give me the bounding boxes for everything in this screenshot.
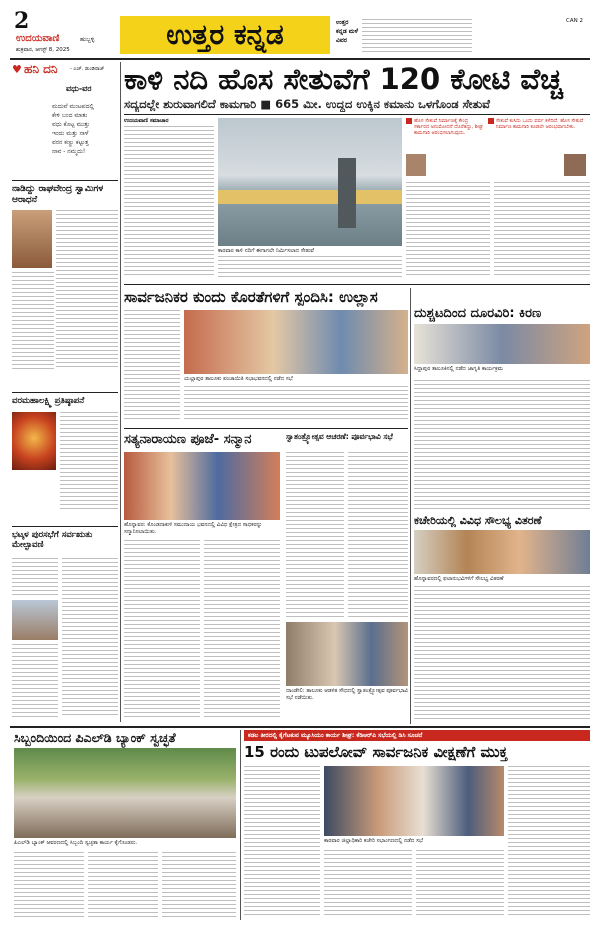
satya-body-1 bbox=[124, 540, 200, 720]
brand-author: - ಎಚ್. ಡುಂಡಿರಾಜ್ bbox=[70, 66, 105, 72]
story-bhatkal-body-2 bbox=[62, 558, 118, 718]
masthead bbox=[0, 0, 600, 58]
divider bbox=[124, 114, 590, 115]
independence-body-2 bbox=[348, 452, 408, 618]
independence-photo bbox=[286, 622, 408, 686]
lakshmi-photo bbox=[12, 412, 56, 470]
divider bbox=[12, 180, 118, 181]
urvi-photo-caption: ಯಲ್ಲಾಪುರ ತಾಲೂಕು ಪಂಚಾಯಿತಿ ಸಭಾಭವನದಲ್ಲಿ ನಡೆದ ಸಭೆ bbox=[184, 376, 293, 382]
poem-line: ಮದುವೆ ಮಂಟಪದಲ್ಲಿ bbox=[52, 103, 95, 110]
tupolev-body-4 bbox=[508, 766, 590, 916]
story-varamahalakshmi-title: ವರಮಹಾಲಕ್ಷ್ಮಿ ಪ್ರತಿಷ್ಠಾಪನೆ bbox=[12, 396, 85, 406]
satya-body-2 bbox=[204, 540, 280, 720]
poem-body bbox=[52, 102, 118, 156]
lead-body-col1 bbox=[124, 126, 214, 278]
story-raghavendra-body bbox=[56, 210, 118, 370]
left-column-rule bbox=[120, 62, 121, 722]
masthead-rule bbox=[10, 58, 590, 60]
tupolev-photo bbox=[324, 766, 504, 836]
story-varamahalakshmi-body bbox=[60, 412, 118, 512]
kiran-photo bbox=[414, 324, 590, 364]
divider bbox=[124, 284, 590, 285]
tupolev-body-1 bbox=[244, 766, 320, 916]
date-line: ಶುಕ್ರವಾರ, ಆಗಸ್ಟ್ 8, 2025 bbox=[16, 47, 70, 53]
bridge-pillar bbox=[338, 158, 356, 228]
urvi-headline: ಸಾರ್ವಜನಿಕರ ಕುಂದು ಕೊರತೆಗಳಿಗೆ ಸ್ಪಂದಿಸಿ: ಉಲ್ಲಾಸ bbox=[124, 288, 378, 306]
divider bbox=[12, 392, 118, 393]
satya-headline: ಸತ್ಯನಾರಾಯಣ ಪೂಜೆ- ಸನ್ಮಾನ bbox=[124, 432, 252, 447]
lead-subhead: ಸದ್ಯದಲ್ಲೇ ಶುರುವಾಗಲಿದೆ ಕಾಮಗಾರಿ ■ 665 ಮೀ. ಉದ್ದದ ಉಕ್ಕಿನ ಕಮಾನು ಒಳಗೊಂಡ ಸೇತುವೆ bbox=[124, 97, 491, 111]
tupolev-headline: 15 ರಂದು ಟುಪಲೋವ್ ಸಾರ್ವಜನಿಕ ವೀಕ್ಷಣೆಗೆ ಮುಕ್ತ bbox=[244, 743, 508, 761]
lead-body-col4 bbox=[494, 182, 590, 278]
rain-label: ಉತ್ತರ ಕನ್ನಡ ಮಳೆ ವಿವರ bbox=[336, 19, 358, 44]
poem-title: ವಧು-ವರ bbox=[66, 84, 92, 93]
official-photo-1 bbox=[406, 154, 426, 176]
bhandan-body bbox=[414, 586, 590, 720]
bridge-photo bbox=[218, 118, 402, 246]
poem-line: ವಧು ಕೊಟ್ಟ ಮುತ್ತು bbox=[52, 121, 90, 128]
brand-box bbox=[12, 62, 118, 78]
bhandan-photo bbox=[414, 530, 590, 574]
quote-box-2 bbox=[488, 118, 590, 178]
tupolev-photo-caption: ಕಾರವಾರ ಜಿಲ್ಲಾಧಿಕಾರಿ ಕಚೇರಿ ಸಭಾಂಗಣದಲ್ಲಿ ನಡೆದ ಸಭೆ bbox=[324, 838, 423, 844]
pld-bank-caption: ಪಿಎಲ್‌ಡಿ ಬ್ಯಾಂಕ್ ಆವರಣದಲ್ಲಿ ಸಿಬ್ಬಂದಿ ಸ್ವಚ್ಛತಾ ಕಾರ್ಯ ಕೈಗೊಂಡರು. bbox=[14, 840, 138, 846]
divider bbox=[124, 428, 408, 429]
story-raghavendra-body-2 bbox=[12, 272, 54, 370]
bhandan-headline: ಕಚೇರಿಯಲ್ಲಿ ವಿವಿಧ ಸೌಲಭ್ಯ ವಿತರಣೆ bbox=[414, 514, 542, 527]
satya-photo-caption: ಹೊನ್ನಾವರ: ಕೊಂಡದಾಕುಳಿ ಸಮುದಾಯ ಭವನದಲ್ಲಿ ವಿವಿಧ ಕ್ಷೇತ್ರದ ಸಾಧಕರನ್ನು ಸನ್ಮಾನಿಸಲಾಯಿತು. bbox=[124, 522, 263, 535]
story-bhatkal-body bbox=[12, 558, 58, 598]
bridge-photo-caption: ಕಾರವಾರ ಕಾಳಿ ನದಿಗೆ ಈಗಾಗಲೇ ನಿರ್ಮಿಸಲಾದ ಸೇತುವೆ bbox=[218, 248, 314, 254]
quote-text-1: ಹೊಸ ಸೇತುವೆ ನಿರ್ಮಾಣಕ್ಕೆ ಕೇಂದ್ರ ಸರ್ಕಾರದ ಅನುಮೋದನೆ ದೊರೆತಿದ್ದು, ಶೀಘ್ರ ಕಾಮಗಾರಿ ಆರಂಭಿಸಲಾಗುವುದು. bbox=[414, 118, 483, 136]
pld-bank-headline: ಸಿಬ್ಬಂದಿಯಿಂದ ಪಿಎಲ್‌ಡಿ ಬ್ಯಾಂಕ್ ಸ್ವಚ್ಛತೆ bbox=[14, 730, 176, 745]
pld-bank-body-2 bbox=[88, 852, 158, 918]
tupolev-kicker bbox=[244, 730, 590, 741]
section-rule bbox=[10, 726, 590, 728]
pld-bank-body-3 bbox=[162, 852, 236, 918]
story-bhatkal-title: ಭಟ್ಕಳ ಪುರಸಭೆಗೆ ಸರ್ವಋತು ಮೇಲ್ಛಾವಣಿ bbox=[12, 530, 93, 550]
rain-details bbox=[362, 19, 472, 53]
lead-body-col2 bbox=[218, 256, 402, 278]
quote-mark-icon bbox=[406, 118, 412, 124]
tupolev-body-2 bbox=[324, 850, 412, 916]
poem-line: ಕೇಳಿ ಬಂದ ಮಾತು bbox=[52, 112, 88, 119]
story-bhatkal-body-3 bbox=[12, 644, 58, 718]
independence-photo-caption: ದಾಂಡೇಲಿ: ತಾಲೂಕು ಆಡಳಿತ ಸೌಧದಲ್ಲಿ ಸ್ವಾತಂತ್ರ್ಯೋತ್ಸವ ಪೂರ್ವಭಾವಿ ಸಭೆ ನಡೆಯಿತು. bbox=[286, 688, 408, 701]
bottom-rule bbox=[240, 730, 241, 920]
tupolev-body-3 bbox=[416, 850, 504, 916]
urvi-body-1 bbox=[124, 310, 180, 420]
quote-mark-icon bbox=[488, 118, 494, 124]
lead-headline: ಕಾಳಿ ನದಿ ಹೊಸ ಸೇತುವೆಗೆ 120 ಕೋಟಿ ವೆಚ್ಚ bbox=[124, 62, 563, 96]
section-title-banner bbox=[120, 16, 330, 54]
independence-headline: ಸ್ವಾತಂತ್ರ್ಯೋತ್ಸವ ಆಚರಣೆ: ಪೂರ್ವಭಾವಿ ಸಭೆ bbox=[286, 432, 393, 441]
pld-bank-body-1 bbox=[14, 852, 84, 918]
urvi-photo bbox=[184, 310, 408, 374]
kiran-photo-caption: ಸಿದ್ದಾಪುರ ತಾಲೂಕಿನಲ್ಲಿ ನಡೆದ ಜಾಗೃತಿ ಕಾರ್ಯಕ್ರಮ bbox=[414, 366, 503, 372]
kiran-headline: ದುಶ್ಚಟದಿಂದ ದೂರವಿರಿ: ಕಿರಣ bbox=[414, 306, 542, 321]
kiran-body bbox=[414, 380, 590, 510]
pld-bank-photo bbox=[14, 748, 236, 838]
lead-body-col3 bbox=[406, 182, 490, 278]
official-photo-2 bbox=[564, 154, 586, 176]
poem-line: ನಾವ - ನಮ್ಮದು! bbox=[52, 148, 86, 155]
heart-icon: ♥ bbox=[12, 63, 22, 76]
story-raghavendra-title: ನಾಡಿದ್ದು ರಾಘವೇಂದ್ರ ಸ್ವಾಮಿಗಳ ಆರಾಧನೆ bbox=[12, 184, 104, 205]
building-photo bbox=[12, 600, 58, 640]
can-label: CAN 2 bbox=[566, 18, 583, 24]
section-title: ಉತ್ತರ ಕನ್ನಡ bbox=[166, 18, 284, 51]
edition-label: ಹುಬ್ಬಳ್ಳಿ bbox=[80, 36, 95, 43]
quote-box-1 bbox=[406, 118, 484, 178]
swamiji-photo bbox=[12, 210, 52, 268]
urvi-body-2 bbox=[184, 386, 408, 420]
satya-photo bbox=[124, 452, 280, 520]
divider bbox=[12, 526, 118, 527]
poem-line: ಇಂದು ಮತ್ತು ನಾಳೆ bbox=[52, 130, 89, 137]
left-column bbox=[12, 62, 118, 722]
page-number: 2 bbox=[14, 8, 30, 34]
poem-line: ವರನ ಕಣ್ಣು ಕಟ್ಟುತ್ತ bbox=[52, 139, 89, 146]
bhandan-photo-caption: ಹೊನ್ನಾವರದಲ್ಲಿ ಫಲಾನುಭವಿಗಳಿಗೆ ಸೌಲಭ್ಯ ವಿತರಣೆ bbox=[414, 576, 504, 582]
bridge-deck bbox=[218, 190, 402, 204]
quote-text-2: ಸೇತುವೆ ಕುಸಿದು ಒಂದು ವರ್ಷ ಕಳೆದಿದೆ. ಹೊಸ ಸೇತುವೆ ನಿರ್ಮಾಣ ಕಾಮಗಾರಿ ಕೂಡಲೇ ಆರಂಭವಾಗಬೇಕು. bbox=[496, 118, 584, 130]
brand-name: ಹನಿ ದನಿ bbox=[24, 62, 58, 76]
row-rule bbox=[410, 288, 411, 724]
paper-name: ಉದಯವಾಣಿ bbox=[16, 33, 60, 44]
independence-body-1 bbox=[286, 452, 344, 618]
lead-byline: ಉದಯವಾಣಿ ಸಮಾಚಾರ bbox=[124, 118, 169, 124]
tupolev-kicker-text: ಕಡಲ ತೀರದಲ್ಲಿ ಕೈಗೆಟಕುವ ಮ್ಯೂಸಿಯಂ ಕಾರ್ಯ ಶೀಘ್ರ: ಕೆಡಿಆರ್‌ಪಿ ಸಭೆಯಲ್ಲಿ ಡಿಸಿ ಸೂಚನೆ bbox=[248, 732, 423, 739]
